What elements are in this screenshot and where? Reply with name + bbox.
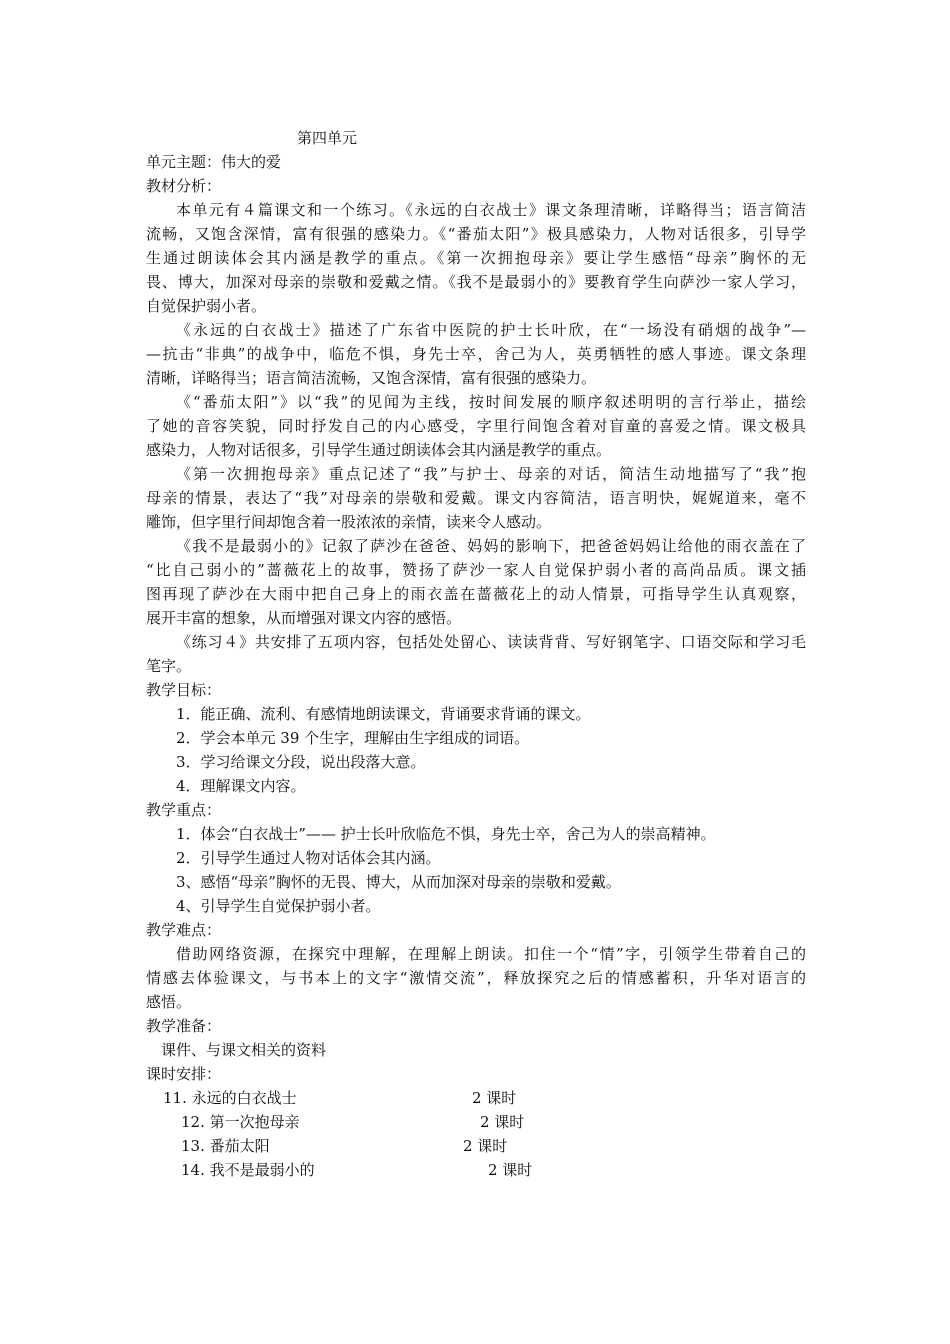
- paragraph-line: 《我不是最弱小的》记叙了萨沙在爸爸、妈妈的影响下，把爸爸妈妈让给他的雨衣盖在了: [176, 537, 806, 555]
- unit-theme: 单元主题：伟大的爱: [146, 153, 282, 171]
- preparation-text: 课件、与课文相关的资料: [161, 1041, 327, 1059]
- paragraph-line: 图再现了萨沙在大雨中把自己身上的雨衣盖在蔷薇花上的动人情景，可指导学生认真观察，: [146, 585, 806, 603]
- key-point-item: 2．引导学生通过人物对话体会其内涵。: [176, 849, 441, 867]
- schedule-lesson: 14. 我不是最弱小的: [181, 1161, 315, 1179]
- paragraph-line: 畏、博大，加深对母亲的崇敬和爱戴之情。《我不是最弱小的》要教育学生向萨沙一家人学习，: [146, 273, 806, 291]
- goal-item: 4．理解课文内容。: [176, 777, 306, 795]
- schedule-hours: 2 课时: [488, 1161, 533, 1179]
- schedule-hours: 2 课时: [463, 1137, 508, 1155]
- paragraph-line: 本单元有４篇课文和一个练习。《永远的白衣战士》课文条理清晰，详略得当；语言简洁: [176, 201, 806, 219]
- paragraph-line: 自觉保护弱小者。: [146, 297, 267, 315]
- goal-item: 3．学习给课文分段，说出段落大意。: [176, 753, 426, 771]
- schedule-lesson: 13. 番茄太阳: [181, 1137, 270, 1155]
- goals-heading: 教学目标：: [146, 681, 222, 699]
- paragraph-line: 清晰，详略得当；语言简洁流畅，又饱含深情，富有很强的感染力。: [146, 369, 597, 387]
- preparation-heading: 教学准备：: [146, 1017, 222, 1035]
- schedule-lesson: 12. 第一次抱母亲: [181, 1113, 300, 1131]
- paragraph-line: 借助网络资源，在探究中理解，在理解上朗读。扣住一个“情”字，引领学生带着自己的: [176, 945, 806, 963]
- page-title: 第四单元: [297, 129, 358, 147]
- key-point-item: 1．体会“白衣战士”—— 护士长叶欣临危不惧，身先士卒，舍己为人的崇高精神。: [176, 825, 716, 843]
- schedule-hours: 2 课时: [480, 1113, 525, 1131]
- paragraph-line: 雕饰，但字里行间却饱含着一股浓浓的亲情，读来令人感动。: [146, 513, 552, 531]
- paragraph-line: 感染力，人物对话很多，引导学生通过朗读体会其内涵是教学的重点。: [146, 441, 612, 459]
- paragraph-line: 《练习４》共安排了五项内容，包括处处留心、读读背背、写好钢笔字、口语交际和学习毛: [176, 633, 806, 651]
- paragraph-line: 笔字。: [146, 657, 192, 675]
- paragraph-line: 生通过朗读体会其内涵是教学的重点。《第一次拥抱母亲》要让学生感悟“母亲”胸怀的无: [146, 249, 806, 267]
- paragraph-line: 感悟。: [146, 993, 192, 1011]
- paragraph-line: 母亲的情景，表达了“我”对母亲的崇敬和爱戴。课文内容简洁，语言明快，娓娓道来，毫不: [146, 489, 806, 507]
- paragraph-line: 了她的音容笑貌，同时抒发自己的内心感受，字里行间饱含着对盲童的喜爱之情。课文极具: [146, 417, 806, 435]
- goal-item: 2．学会本单元 39 个生字，理解由生字组成的词语。: [176, 729, 530, 747]
- key-point-item: 4、引导学生自觉保护弱小者。: [176, 897, 381, 915]
- goal-item: 1．能正确、流利、有感情地朗读课文，背诵要求背诵的课文。: [176, 705, 591, 723]
- paragraph-line: 情感去体验课文，与书本上的文字“激情交流”，释放探究之后的情感蓄积，升华对语言的: [146, 969, 806, 987]
- analysis-heading: 教材分析：: [146, 177, 222, 195]
- paragraph-line: 《永远的白衣战士》描述了广东省中医院的护士长叶欣，在“一场没有硝烟的战争”—: [176, 321, 806, 339]
- key-point-item: 3、感悟“母亲”胸怀的无畏、博大，从而加深对母亲的崇敬和爱戴。: [176, 873, 621, 891]
- key-points-heading: 教学重点：: [146, 801, 222, 819]
- paragraph-line: 展开丰富的想象，从而增强对课文内容的感悟。: [146, 609, 462, 627]
- schedule-hours: 2 课时: [472, 1089, 517, 1107]
- paragraph-line: 《“番茄太阳”》以“我”的见闻为主线，按时间发展的顺序叙述明明的言行举止，描绘: [176, 393, 806, 411]
- schedule-lesson: 11. 永远的白衣战士: [163, 1089, 297, 1107]
- schedule-heading: 课时安排：: [146, 1065, 222, 1083]
- difficulties-heading: 教学难点：: [146, 921, 222, 939]
- paragraph-line: 《第一次拥抱母亲》重点记述了“我”与护士、母亲的对话，简洁生动地描写了“我”抱: [176, 465, 806, 483]
- paragraph-line: “比自己弱小的”蔷薇花上的故事，赞扬了萨沙一家人自觉保护弱小者的高尚品质。课文插: [146, 561, 806, 579]
- paragraph-line: —抗击“非典”的战争中，临危不惧，身先士卒，舍己为人，英勇牺牲的感人事迹。课文条理: [146, 345, 806, 363]
- paragraph-line: 流畅，又饱含深情，富有很强的感染力。《“番茄太阳”》极具感染力，人物对话很多，引导学: [146, 225, 806, 243]
